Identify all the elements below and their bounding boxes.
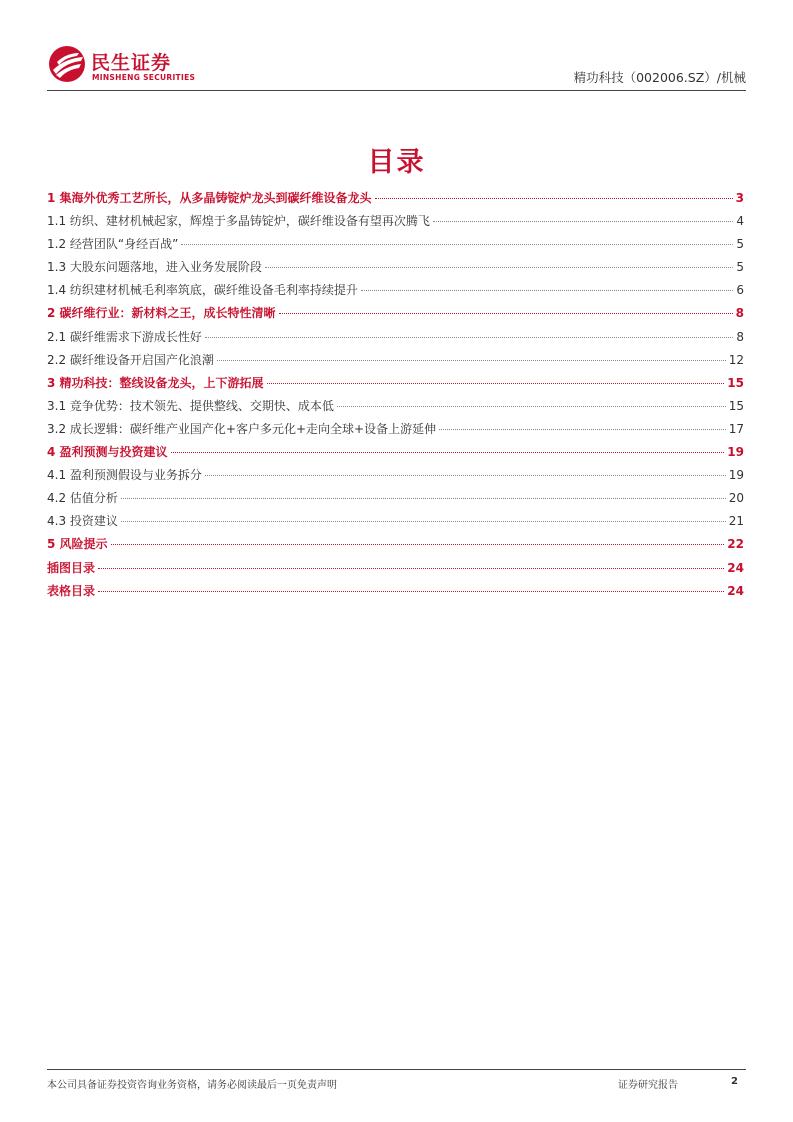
toc-dot-leader — [375, 198, 733, 199]
toc-entry-label: 表格目录 — [47, 583, 96, 598]
toc-entry-page: 19 — [728, 468, 744, 483]
toc-dot-leader — [98, 568, 724, 569]
footer-disclaimer: 本公司具备证券投资咨询业务资格，请务必阅读最后一页免责声明 — [47, 1080, 337, 1091]
toc-entry[interactable] — [47, 397, 744, 420]
toc-entry-label: 1.2 经营团队“身经百战” — [47, 237, 179, 252]
toc-entry[interactable] — [47, 466, 744, 489]
toc-entry-label: 4.3 投资建议 — [47, 514, 118, 529]
toc-entry[interactable] — [47, 374, 744, 397]
toc-dot-leader — [205, 337, 733, 338]
toc-entry-page: 21 — [728, 514, 744, 529]
toc-entry-page: 8 — [735, 306, 744, 321]
toc-dot-leader — [111, 544, 725, 545]
toc-entry[interactable] — [47, 535, 744, 558]
page-title: 目录 — [367, 147, 426, 178]
toc-entry-label: 1.1 纺织、建材机械起家，辉煌于多晶铸锭炉，碳纤维设备有望再次腾飞 — [47, 214, 430, 229]
toc-entry-page: 8 — [736, 329, 744, 344]
page-header — [0, 0, 793, 95]
toc-dot-leader — [439, 429, 726, 430]
toc-dot-leader — [98, 591, 724, 592]
toc-entry[interactable] — [47, 512, 744, 535]
toc-dot-leader — [337, 406, 726, 407]
toc-dot-leader — [267, 383, 725, 384]
toc-entry-page: 20 — [728, 491, 744, 506]
toc-entry-page: 6 — [736, 283, 744, 298]
toc-entry[interactable] — [47, 328, 744, 351]
toc-dot-leader — [279, 313, 733, 314]
toc-entry-page: 24 — [727, 560, 744, 575]
toc-entry-page: 3 — [735, 191, 744, 205]
toc-entry-page: 17 — [728, 421, 744, 436]
footer-divider — [47, 1069, 746, 1070]
toc-entry-label: 4.2 估值分析 — [47, 491, 118, 506]
toc-entry-label: 2 碳纤维行业：新材料之王，成长特性清晰 — [47, 306, 276, 321]
toc-entry-label: 1 集海外优秀工艺所长，从多晶铸锭炉龙头到碳纤维设备龙头 — [47, 191, 372, 205]
toc-entry-page: 24 — [727, 583, 744, 598]
toc-entry-label: 3 精功科技：整线设备龙头，上下游拓展 — [47, 375, 264, 390]
toc-entry-label: 4.1 盈利预测假设与业务拆分 — [47, 468, 202, 483]
toc-entry-label: 1.3 大股东问题落地，进入业务发展阶段 — [47, 260, 262, 275]
toc-dot-leader — [205, 475, 726, 476]
toc-entry-page: 5 — [736, 237, 744, 252]
toc-entry-page: 19 — [727, 445, 744, 460]
document-reference: 精功科技（002006.SZ）/机械 — [573, 70, 746, 85]
toc-entry-label: 3.2 成长逻辑：碳纤维产业国产化+客户多元化+走向全球+设备上游延伸 — [47, 421, 437, 436]
toc-dot-leader — [121, 521, 726, 522]
toc-dot-leader — [121, 498, 726, 499]
toc-entry-label: 3.1 竞争优势：技术领先、提供整线、交期快、成本低 — [47, 398, 334, 413]
toc-entry-page: 15 — [728, 398, 744, 413]
toc-entry[interactable] — [47, 235, 744, 258]
footer-page-number: 2 — [731, 1076, 738, 1087]
toc-entry-label: 1.4 纺织建材机械毛利率筑底，碳纤维设备毛利率持续提升 — [47, 283, 358, 298]
toc-dot-leader — [181, 244, 733, 245]
toc-entry-page: 4 — [736, 214, 744, 229]
toc-entry-page: 5 — [736, 260, 744, 275]
toc-entry[interactable] — [47, 420, 744, 443]
toc-entry[interactable] — [47, 189, 744, 212]
toc-entry[interactable] — [47, 489, 744, 512]
brand-name-cn: 民生证券 — [91, 52, 172, 74]
toc-entry-label: 4 盈利预测与投资建议 — [47, 445, 168, 460]
toc-entry[interactable] — [47, 582, 744, 605]
footer-report-type: 证券研究报告 — [618, 1080, 678, 1091]
brand-logo — [47, 44, 197, 86]
toc-entry-label: 插图目录 — [47, 560, 96, 575]
toc-dot-leader — [433, 221, 733, 222]
toc-entry-page: 22 — [727, 537, 744, 552]
toc-dot-leader — [361, 290, 733, 291]
toc-dot-leader — [171, 452, 725, 453]
toc-entry-page: 12 — [728, 352, 744, 367]
toc-entry[interactable] — [47, 559, 744, 582]
brand-name-en: MINSHENG SECURITIES — [92, 73, 196, 82]
toc-entry-page: 15 — [727, 375, 744, 390]
toc-entry[interactable] — [47, 212, 744, 235]
toc-entry[interactable] — [47, 304, 744, 327]
header-divider — [47, 90, 746, 91]
toc-dot-leader — [217, 360, 726, 361]
toc-entry[interactable] — [47, 443, 744, 466]
toc-entry-label: 2.2 碳纤维设备开启国产化浪潮 — [47, 352, 214, 367]
toc-dot-leader — [265, 267, 733, 268]
toc-entry[interactable] — [47, 258, 744, 281]
table-of-contents — [47, 189, 744, 605]
toc-entry[interactable] — [47, 351, 744, 374]
logo-mark-icon — [47, 44, 87, 84]
toc-entry-label: 5 风险提示 — [47, 537, 108, 552]
toc-entry[interactable] — [47, 281, 744, 304]
toc-entry-label: 2.1 碳纤维需求下游成长性好 — [47, 329, 202, 344]
